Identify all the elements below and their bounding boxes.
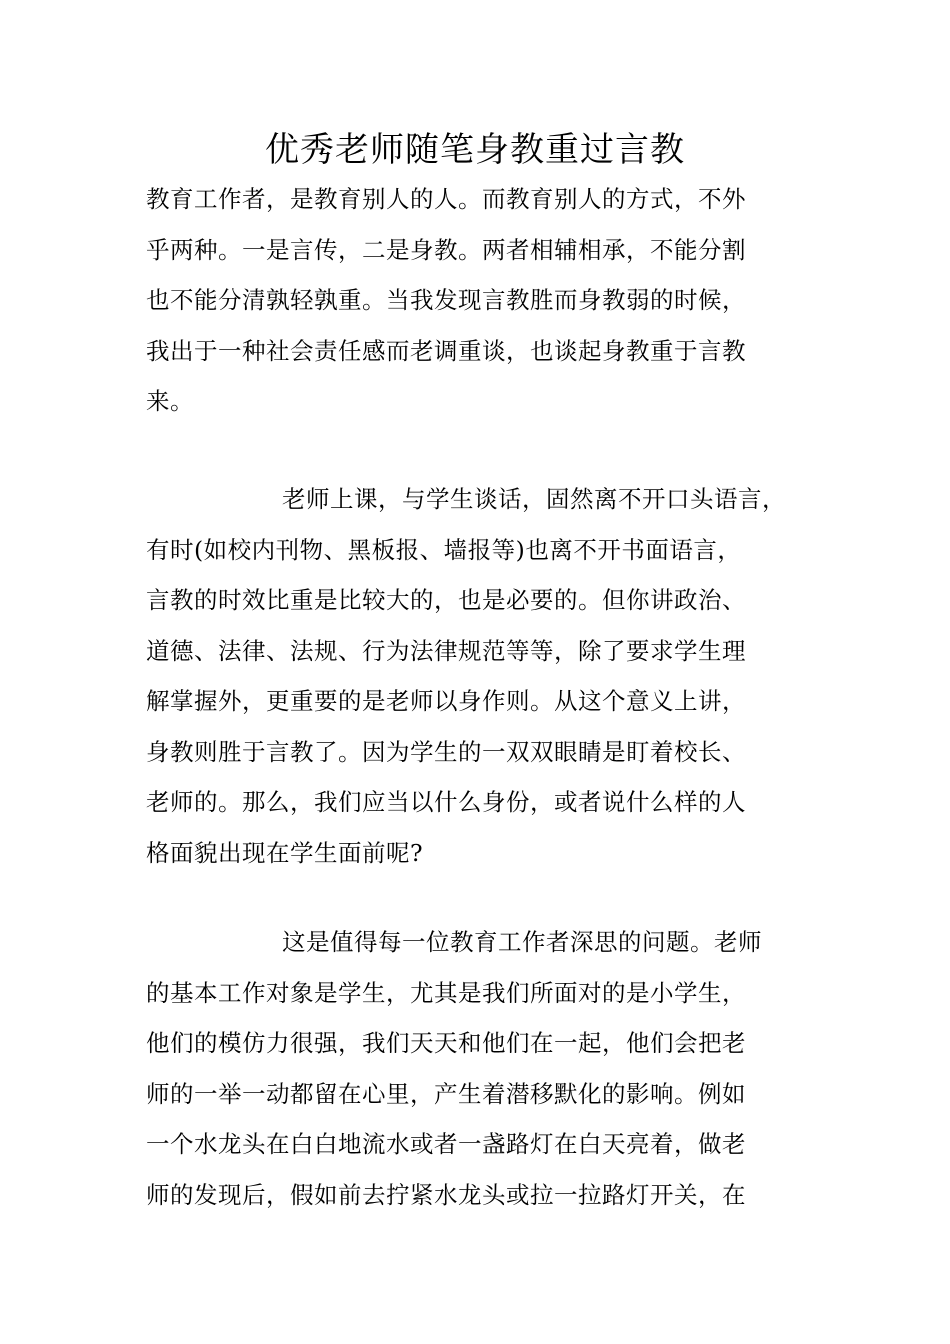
- text-line: 师的一举一动都留在心里，产生着潜移默化的影响。例如: [146, 1079, 746, 1108]
- text-line: 有时(如校内刊物、黑板报、墙报等)也离不开书面语言，: [146, 535, 742, 564]
- paragraph-2: [146, 474, 810, 878]
- text-line: 身教则胜于言教了。因为学生的一双双眼睛是盯着校长、: [146, 737, 746, 766]
- text-line: 乎两种。一是言传，二是身教。两者相辅相承，不能分割: [146, 235, 746, 264]
- text-line: 也不能分清孰轻孰重。当我发现言教胜而身教弱的时候，: [146, 286, 746, 314]
- text-line: 师的发现后，假如前去拧紧水龙头或拉一拉路灯开关，在: [146, 1180, 746, 1209]
- paragraph-1: [146, 174, 810, 427]
- text-line-indented: 老师上课，与学生谈话，固然离不开口头语言，: [282, 485, 786, 513]
- paragraph-3: [146, 917, 810, 1220]
- document-title: 优秀老师随笔身教重过言教: [265, 130, 685, 170]
- text-line: 我出于一种社会责任感而老调重谈，也谈起身教重于言教: [146, 336, 746, 365]
- text-line: 老师的。那么，我们应当以什么身份，或者说什么样的人: [146, 788, 746, 816]
- text-line-indented: 这是值得每一位教育工作者深思的问题。老师: [282, 928, 762, 956]
- text-line: 教育工作者，是教育别人的人。而教育别人的方式，不外: [146, 185, 746, 213]
- text-line: 言教的时效比重是比较大的，也是必要的。但你讲政治、: [146, 586, 746, 614]
- text-line: 格面貌出现在学生面前呢?: [146, 838, 424, 867]
- text-line: 来。: [146, 387, 194, 415]
- text-line: 一个水龙头在白白地流水或者一盏路灯在白天亮着，做老: [146, 1130, 746, 1158]
- text-line: 解掌握外，更重要的是老师以身作则。从这个意义上讲，: [146, 687, 746, 715]
- text-line: 道德、法律、法规、行为法律规范等等，除了要求学生理: [146, 636, 746, 665]
- text-line: 他们的模仿力很强，我们天天和他们在一起，他们会把老: [146, 1029, 746, 1057]
- text-line: 的基本工作对象是学生，尤其是我们所面对的是小学生，: [146, 978, 746, 1007]
